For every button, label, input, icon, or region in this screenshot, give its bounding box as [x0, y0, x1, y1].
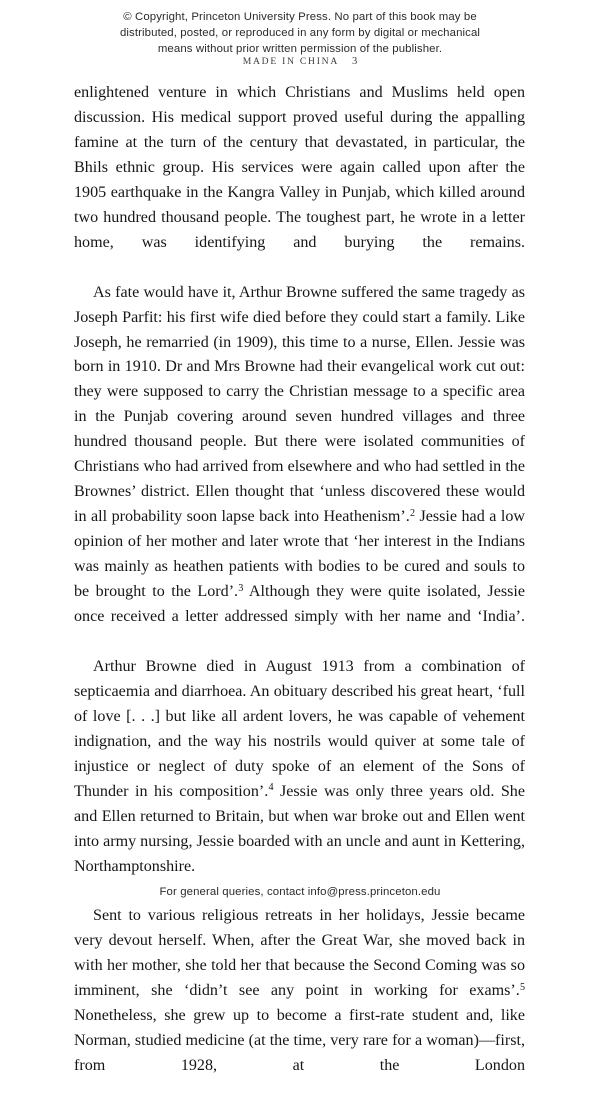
footnote-marker[interactable]: 2 [409, 507, 415, 519]
running-head [0, 56, 600, 67]
footnote-marker[interactable]: 3 [238, 582, 244, 594]
copyright-line-1: © Copyright, Princeton University Press. No part of this book may be [123, 11, 477, 23]
running-head-title: MADE IN CHINA [242, 56, 339, 67]
footnote-marker[interactable]: 5 [519, 982, 525, 994]
footnote-marker[interactable]: 4 [268, 782, 274, 794]
copyright-notice [0, 9, 600, 58]
general-queries-note: For general queries, contact info@press.princeton.edu [159, 886, 441, 898]
copyright-line-3: means without prior written permission of the publisher. [157, 43, 443, 56]
body-paragraph: Sent to various religious retreats in her holidays, Jessie became very devout herself. When, after the Great War, she moved back in with her mother, she told her that because the Second Coming was so imminent, she ‘didn’t see any point in working for exams’.$^5$ Nonetheless, she grew up to become a first-rate student and, like Norman, studied medicine (at the time, very rare for a woman)—first, from 1928, at the London [74, 907, 525, 1075]
page-number: 3 [352, 56, 358, 67]
body-paragraph: Arthur Browne died in August 1913 from a combination of septicaemia and diarrhoea. An obituary described his great heart, ‘full of love [. . .] but like all ardent lovers, he was capable of vehement indignation, and the way his nostrils would quiver at some tale of injustice or neglect of duty spoke of an element of the Sons of Thunder in his composition’.$^4$ Jessie was only three years old. She and Ellen returned to Britain, but when war broke out and Ellen went into army nursing, Jessie boarded with an uncle and aunt in Kettering, Northamptonshire. [74, 657, 526, 875]
copyright-line-2: distributed, posted, or reproduced in any form by digital or mechanical [119, 27, 481, 40]
body-paragraph: As fate would have it, Arthur Browne suffered the same tragedy as Joseph Parfit: his first wife died before they could start a family. Like Joseph, he remarried (in 1909), this time to a nurse, Ellen. Jessie was born in 1910. Dr and Mrs Browne had their evangelical work cut out: they were supposed to carry the Christian message to a specific area in the Punjab covering around seven hundred villages and three hundred thousand people. But there were isolated communities of Christians who had arrived from elsewhere and who had settled in the Brownes’ district. Ellen thought that ‘unless discovered these would in all probability soon lapse back into Heathenism’.$^2$ Jessie had a low opinion of her mother and later wrote that ‘her interest in the Indians was mainly as heathen patients with bodies to be cured and souls to be brought to the Lord’.$^3$ Although they were quite isolated, Jessie once received a letter addressed simply with her name and ‘India’. [74, 283, 525, 626]
body-text-column [74, 81, 525, 1104]
body-paragraph: enlightened venture in which Christians and Muslims held open discussion. His medical support proved useful during the appalling famine at the turn of the century that devastated, in particular, the Bhils ethnic group. His services were again called upon after the 1905 earthquake in the Kangra Valley in Punjab, which killed around two hundred thousand people. The toughest part, he wrote in a letter home, was identifying and burying the remains. [74, 84, 525, 251]
